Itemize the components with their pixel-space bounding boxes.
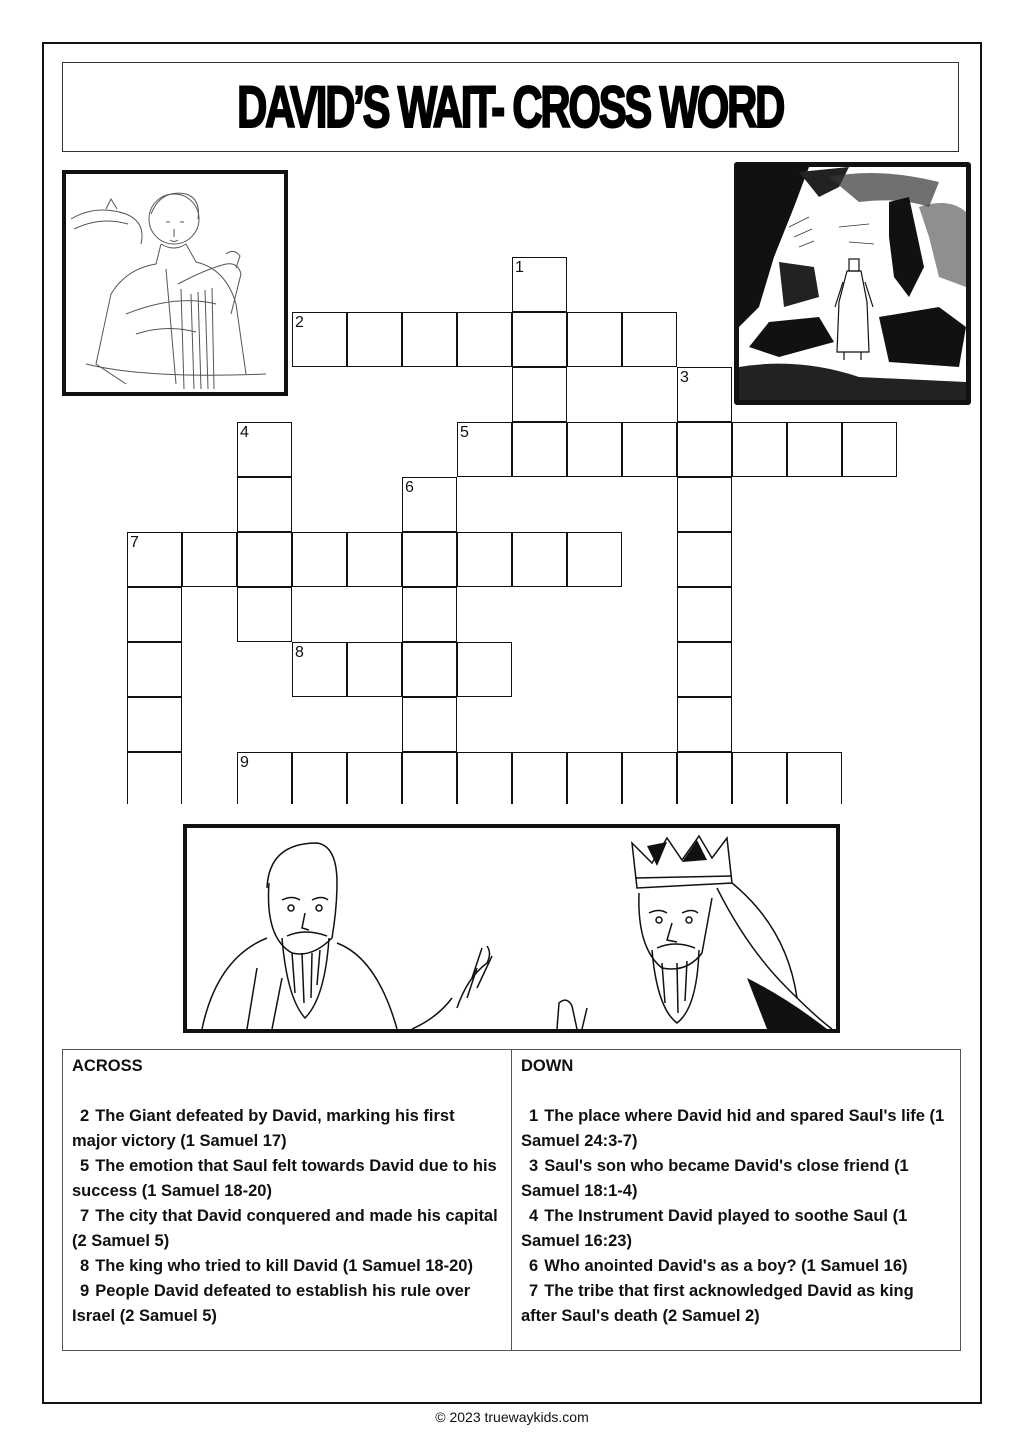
crossword-cell[interactable] — [512, 312, 567, 367]
clue-text: Saul's son who became David's close friend (1 Samuel 18:1-4) — [521, 1157, 909, 1200]
clue-text: The place where David hid and spared Saul's life (1 Samuel 24:3-7) — [521, 1107, 945, 1150]
down-clue-6 — [521, 1254, 951, 1279]
down-clue-4 — [521, 1204, 951, 1254]
crossword-cell[interactable] — [402, 587, 457, 642]
crossword-cell[interactable] — [457, 422, 512, 477]
clue-text: Who anointed David's as a boy? (1 Samuel 16) — [544, 1257, 908, 1275]
crossword-cell[interactable] — [127, 752, 182, 804]
clue-text: The Giant defeated by David, marking his first major victory (1 Samuel 17) — [72, 1107, 455, 1150]
prophet-and-king-drawing-icon — [187, 828, 836, 1029]
crossword-cell[interactable] — [347, 642, 402, 697]
down-heading: DOWN — [521, 1057, 574, 1075]
crossword-cell[interactable] — [402, 697, 457, 752]
crossword-cell[interactable] — [237, 532, 292, 587]
crossword-cell[interactable] — [127, 532, 182, 587]
crossword-cell[interactable] — [127, 697, 182, 752]
down-clues — [511, 1050, 960, 1350]
clue-text: The tribe that first acknowledged David as king after Saul's death (2 Samuel 2) — [521, 1282, 914, 1325]
clue-number: 2 — [80, 1107, 90, 1125]
crossword-cell[interactable] — [512, 257, 567, 312]
crossword-cell[interactable] — [347, 312, 402, 367]
crossword-cell[interactable] — [402, 532, 457, 587]
crossword-cell[interactable] — [732, 422, 787, 477]
crossword-cell[interactable] — [402, 312, 457, 367]
down-clue-7 — [521, 1279, 951, 1329]
crossword-cell[interactable] — [512, 752, 567, 804]
across-clue-2 — [72, 1104, 502, 1154]
down-clue-1 — [521, 1104, 951, 1154]
harp-player-drawing-icon — [66, 174, 284, 392]
crossword-cell[interactable] — [512, 422, 567, 477]
crossword-cell[interactable] — [127, 587, 182, 642]
illustration-prophet-king — [183, 824, 840, 1033]
crossword-cell[interactable] — [622, 752, 677, 804]
illustration-cave-scene — [734, 162, 971, 405]
down-clue-3 — [521, 1154, 951, 1204]
clue-text: People David defeated to establish his rule over Israel (2 Samuel 5) — [72, 1282, 471, 1325]
clue-number: 7 — [80, 1207, 90, 1225]
clue-number: 1 — [515, 259, 524, 276]
title-box — [62, 62, 959, 152]
crossword-cell[interactable] — [512, 367, 567, 422]
crossword-cell[interactable] — [347, 532, 402, 587]
down-clue-list — [521, 1104, 951, 1329]
crossword-cell[interactable] — [457, 642, 512, 697]
crossword-cell[interactable] — [127, 642, 182, 697]
clue-number: 3 — [680, 369, 689, 386]
clue-number: 5 — [80, 1157, 90, 1175]
crossword-cell[interactable] — [677, 477, 732, 532]
clue-number: 1 — [529, 1107, 539, 1125]
clue-number: 8 — [295, 644, 304, 661]
crossword-cell[interactable] — [292, 312, 347, 367]
crossword-cell[interactable] — [292, 642, 347, 697]
crossword-cell[interactable] — [567, 422, 622, 477]
crossword-cell[interactable] — [237, 477, 292, 532]
clue-number: 9 — [80, 1282, 90, 1300]
crossword-cell[interactable] — [347, 752, 402, 804]
clue-number: 8 — [80, 1257, 90, 1275]
crossword-cell[interactable] — [237, 587, 292, 642]
clue-number: 6 — [405, 479, 414, 496]
clue-number: 2 — [295, 314, 304, 331]
crossword-cell[interactable] — [457, 532, 512, 587]
crossword-cell[interactable] — [677, 532, 732, 587]
clue-number: 5 — [460, 424, 469, 441]
crossword-cell[interactable] — [292, 752, 347, 804]
crossword-cell[interactable] — [292, 532, 347, 587]
crossword-cell[interactable] — [237, 752, 292, 804]
copyright-footer: © 2023 truewaykids.com — [435, 1409, 589, 1425]
crossword-cell[interactable] — [402, 752, 457, 804]
across-clue-7 — [72, 1204, 502, 1254]
crossword-cell[interactable] — [787, 422, 842, 477]
crossword-cell[interactable] — [457, 312, 512, 367]
crossword-cell[interactable] — [677, 587, 732, 642]
crossword-cell[interactable] — [567, 752, 622, 804]
illustration-david-harp — [62, 170, 288, 396]
clue-number: 4 — [240, 424, 249, 441]
across-clue-8 — [72, 1254, 502, 1279]
across-clue-9 — [72, 1279, 502, 1329]
crossword-cell[interactable] — [842, 422, 897, 477]
across-clue-5 — [72, 1154, 502, 1204]
crossword-cell[interactable] — [622, 422, 677, 477]
clue-number: 7 — [130, 534, 139, 551]
clue-number: 4 — [529, 1207, 539, 1225]
crossword-cell[interactable] — [787, 752, 842, 804]
clue-number: 3 — [529, 1157, 539, 1175]
crossword-cell[interactable] — [182, 532, 237, 587]
crossword-cell[interactable] — [402, 477, 457, 532]
across-clue-list — [72, 1104, 502, 1329]
page-title: DAVID’S WAIT- CROSS WORD — [237, 74, 784, 140]
crossword-cell[interactable] — [677, 642, 732, 697]
crossword-cell[interactable] — [512, 532, 567, 587]
crossword-cell[interactable] — [732, 752, 787, 804]
crossword-cell[interactable] — [402, 642, 457, 697]
clue-number: 9 — [240, 754, 249, 771]
across-heading: ACROSS — [72, 1057, 143, 1075]
across-clues — [63, 1050, 511, 1350]
crossword-cell[interactable] — [677, 422, 732, 477]
cave-drawing-icon — [739, 167, 966, 400]
crossword-cell[interactable] — [237, 422, 292, 477]
crossword-cell[interactable] — [567, 312, 622, 367]
clue-text: The city that David conquered and made his capital (2 Samuel 5) — [72, 1207, 498, 1250]
clue-number: 7 — [529, 1282, 539, 1300]
crossword-cell[interactable] — [677, 752, 732, 804]
clue-text: The Instrument David played to soothe Saul (1 Samuel 16:23) — [521, 1207, 908, 1250]
crossword-cell[interactable] — [677, 697, 732, 752]
clue-text: The king who tried to kill David (1 Samuel 18-20) — [95, 1257, 473, 1275]
crossword-cell[interactable] — [677, 367, 732, 422]
crossword-cell[interactable] — [457, 752, 512, 804]
crossword-cell[interactable] — [622, 312, 677, 367]
clue-number: 6 — [529, 1257, 539, 1275]
crossword-cell[interactable] — [567, 532, 622, 587]
clue-text: The emotion that Saul felt towards David due to his success (1 Samuel 18-20) — [72, 1157, 497, 1200]
clues-table — [62, 1049, 961, 1351]
